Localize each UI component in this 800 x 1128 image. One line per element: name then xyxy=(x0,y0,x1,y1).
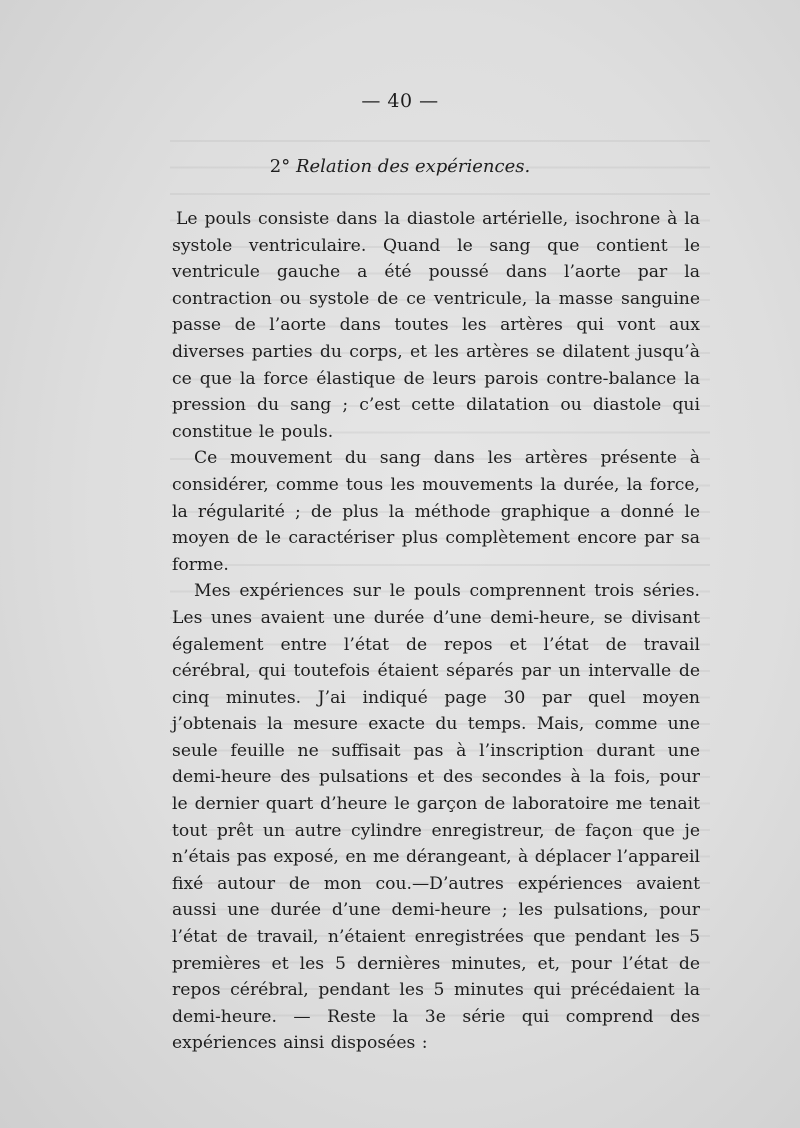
section-title: Relation des expériences. xyxy=(295,156,531,177)
body-text xyxy=(172,206,700,1057)
section-number: 2° xyxy=(269,156,291,177)
paragraph-mes-experiences: Mes expériences sur le pouls comprennent trois séries. Les unes avaient une durée d’une demi-heure, se divisant également entre l’état de repos et l’état de travail cérébral, qui toutefois étaient séparés par un intervalle de cinq minutes. J’ai indiqué page 30 par quel moyen j’obtenais la mesure exacte du temps. Mais, comme une seule feuille ne suffisait pas à l’inscription durant une demi-heure des pulsations et des secondes à la fois, pour le dernier quart d’heure le garçon de laboratoire me tenait tout prêt un autre cylindre enregistreur, de façon que je n’étais pas exposé, en me dérangeant, à déplacer l’appareil fixé autour de mon cou.—D’autres expériences avaient aussi une durée d’une demi-heure ; les pulsations, pour l’état de travail, n’étaient enregistrées que pendant les 5 premières et les 5 dernières minutes, et, pour l’état de repos cérébral, pendant les 5 minutes qui précédaient la demi-heure. — Reste la 3e série qui comprend des expériences ainsi disposées : xyxy=(172,581,700,1054)
page-number: — 40 — xyxy=(361,90,439,112)
paragraph-mouvement-du-sang: Ce mouvement du sang dans les artères présente à considérer, comme tous les mouvements la durée, la force, la régularité ; de plus la méthode graphique a donné le moyen de le caractériser plus complètement encore par sa forme. xyxy=(172,448,700,575)
paragraph-pouls-definition: Le pouls consiste dans la diastole artérielle, isochrone à la systole ventriculaire. Quand le sang que contient le ventricule gauche a été poussé dans l’aorte par la contraction ou systole de ce ventricule, la masse sanguine passe de l’aorte dans toutes les artères qui vont aux diverses parties du corps, et les artères se dilatent jusqu’à ce que la force élastique de leurs parois contre-balance la pression du sang ; c’est cette dilatation ou diastole qui constitue le pouls. xyxy=(172,209,700,442)
section-heading xyxy=(0,156,800,177)
